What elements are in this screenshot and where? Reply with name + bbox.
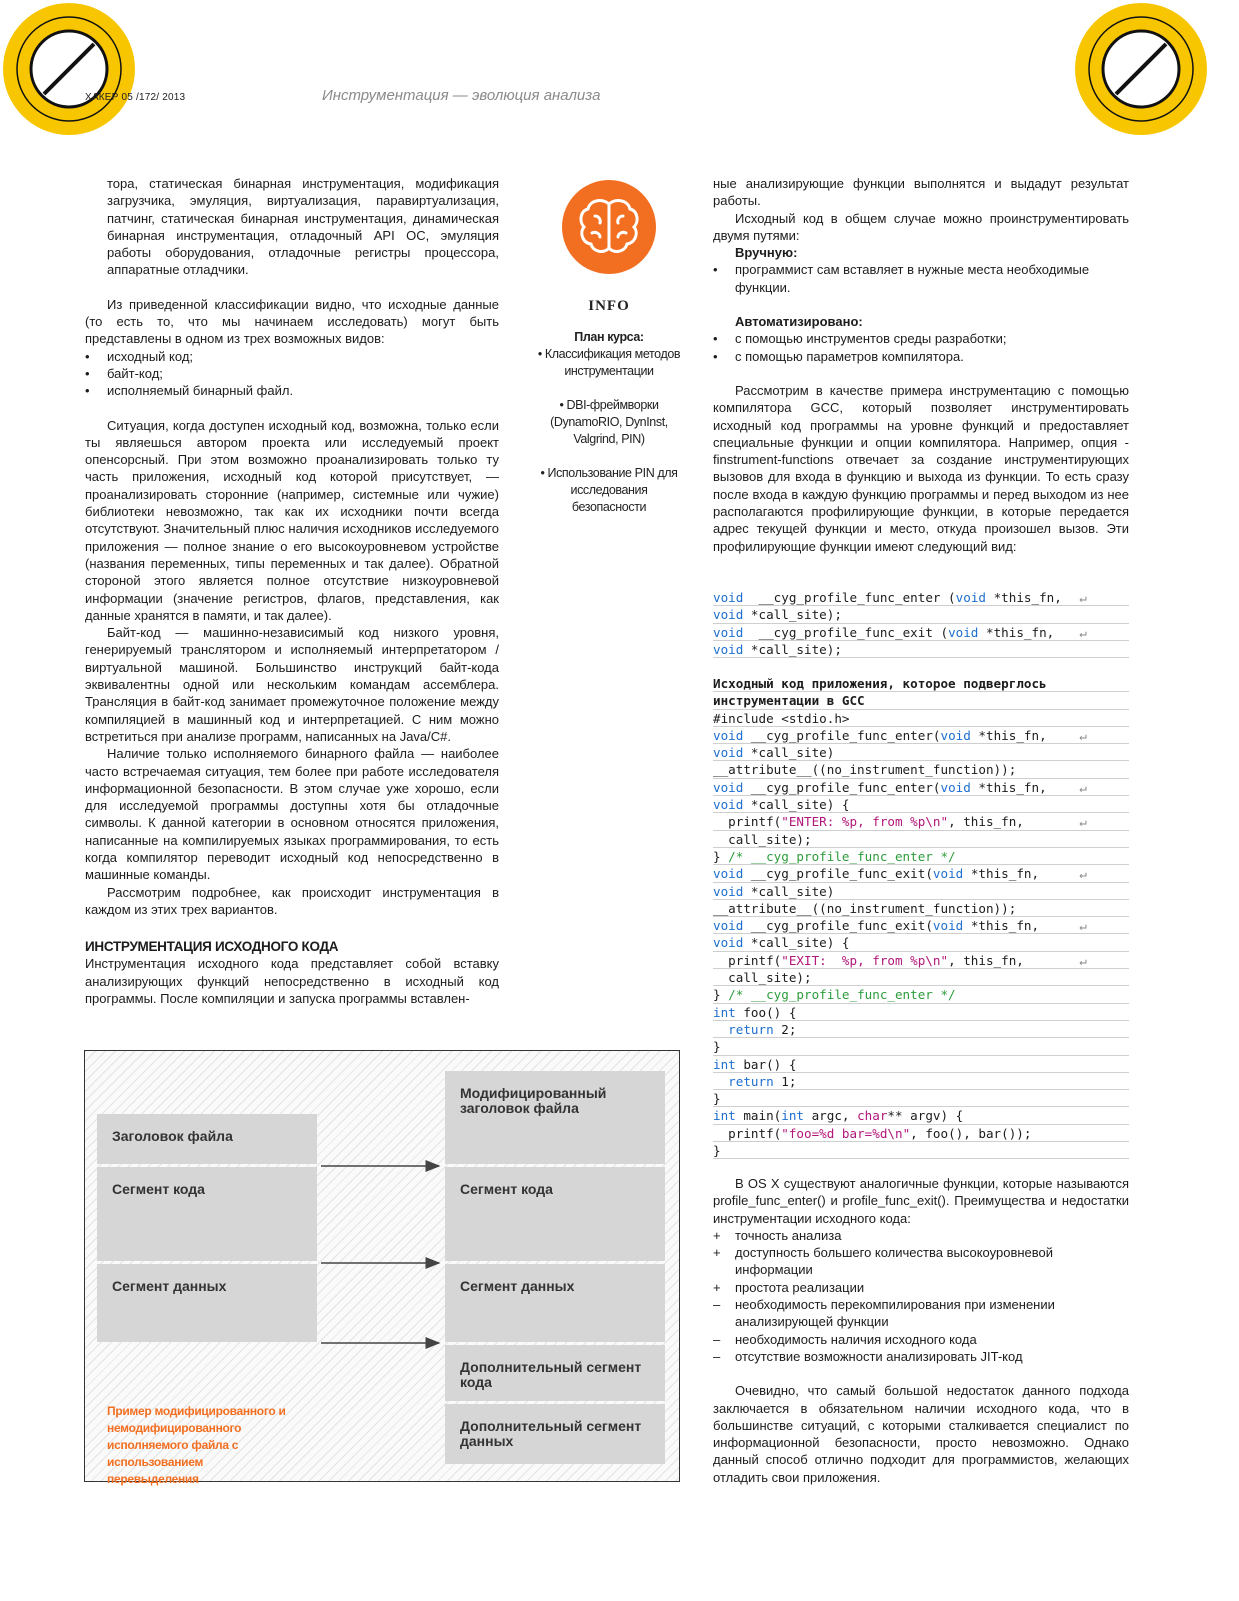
code-line: int main(int argc, char** argv) { [713,1107,1129,1124]
bullet-icon: • [713,331,718,347]
code-caption: инструментации в GCC [713,692,1129,709]
code-line: void __cyg_profile_func_exit(void *this_fn, ↵ [713,865,1129,882]
paragraph: В OS X существуют аналогичные функции, которые называются profile_func_enter() и profile_func_exit(). Преимущества и недостатки инструментации исходного кода: [713,1176,1129,1226]
code-line: void *call_site); [713,641,1129,658]
right-block-extra-data: Дополнительный сегмент данных [445,1404,665,1464]
code-line: #include <stdio.h> [713,710,1129,727]
code-line: printf("ENTER: %p, from %p\n", this_fn, ↵ [713,813,1129,830]
paragraph: Наличие только исполняемого бинарного файла — наиболее часто встречаемая ситуация, тем более при работе исследователя информационной безопасности. В этом случае уже хорошо, если для исследуемой программы доступны хотя бы отладочные символы. К данной категории в основном относятся приложения, написанные на компилируемых языках программирования, то есть когда компилятор переводит исходный код непосредственно в машинные команды. [85,746,499,883]
list-item: + доступность большего количества высокоуровневой информации [713,1245,1054,1278]
info-sidebar [536,180,682,533]
line-continuation-icon: ↵ [1079,866,1087,882]
right-column-bottom [713,1175,1129,1486]
bullet-icon: • [85,383,90,399]
pros-cons-list [713,1227,1129,1365]
info-item: • Классификация методов инструментации [537,347,681,378]
paragraph: Рассмотрим в качестве примера инструментацию с помощью компилятора GCC, который позволяет инструментировать исходный код программы на уровне функций и предоставляет специальные функции и опции компилятора. Например, опция -finstrument-functions отвечает за создание инструментирующих вызовов для входа в функцию и выхода из функции. То есть сразу после входа в каждую функцию программы и перед выходом из нее располагаются профилирующие функции, в которые передается адрес текущей функции и место, откуда произошел вызов. Эти профилирующие функции имеют следующий вид: [713,382,1129,554]
list-item: • с помощью инструментов среды разработки; [713,331,1007,347]
paragraph: Исходный код в общем случае можно проинструментировать двумя путями: [713,210,1129,243]
executable-layout-diagram [84,1050,680,1486]
info-plan-heading: План курса: [574,330,644,344]
list-item: – необходимость перекомпилирования при изменении анализирующей функции [713,1297,1055,1330]
line-continuation-icon: ↵ [1079,624,1087,640]
stamp-badge-icon [1072,0,1210,138]
list-item: + точность анализа [713,1227,842,1243]
list-item: + простота реализации [713,1279,865,1295]
code-block-gcc-example [713,675,1129,1159]
left-column [85,175,499,1007]
diagram-caption: Пример модифицированного и немодифицированного исполняемого файла с использованием перевыделения [107,1404,286,1486]
pdf-xchange-stamp-right[interactable] [1072,0,1210,138]
paragraph: ные анализирующие функции выполнятся и выдадут результат работы. [713,176,1129,209]
right-block-code: Сегмент кода [445,1167,665,1261]
right-block-header: Модифицированный заголовок файла [445,1071,665,1164]
line-continuation-icon: ↵ [1079,779,1087,795]
source-forms-list [85,348,499,400]
info-title: INFO [588,298,630,314]
line-continuation-icon: ↵ [1079,590,1087,605]
plus-icon: + [713,1279,721,1295]
code-line: void *call_site) { [713,796,1129,813]
right-block-extra-code: Дополнительный сегмент кода [445,1345,665,1401]
left-block-code: Сегмент кода [97,1167,317,1261]
left-block-header: Заголовок файла [97,1114,317,1164]
list-item: • исходный код; [85,348,194,364]
list-item: – отсутствие возможности анализировать JIT-код [713,1348,1023,1364]
info-text [536,329,682,516]
paragraph: Рассмотрим подробнее, как происходит инструментация в каждом из этих трех вариантов. [85,884,499,917]
code-line: void *call_site) [713,744,1129,761]
section-heading: ИНСТРУМЕНТАЦИЯ ИСХОДНОГО КОДА [85,939,339,955]
code-line: void __cyg_profile_func_enter (void *this_fn, ↵ [713,589,1129,606]
page-running-title: Инструментация — эволюция анализа [322,87,601,104]
manual-label: Вручную: [735,245,798,261]
code-line: return 2; [713,1021,1129,1038]
list-item: • программист сам вставляет в нужные места необходимые функции. [713,262,1090,295]
bullet-icon: • [85,365,90,381]
auto-label: Автоматизировано: [735,314,863,330]
code-line: } [713,1038,1129,1055]
paragraph: Из приведенной классификации видно, что исходные данные (то есть то, что мы начинаем исследовать) могут быть представлены в одном из трех возможных видов: [85,296,499,347]
issue-label: ХАКЕР 05 /172/ 2013 [85,92,186,103]
minus-icon: – [713,1331,721,1347]
code-caption: Исходный код приложения, которое подверглось [713,675,1129,692]
code-line: int foo() { [713,1004,1129,1021]
line-continuation-icon: ↵ [1079,918,1087,934]
code-line: printf("EXIT: %p, from %p\n", this_fn, ↵ [713,952,1129,969]
paragraph: Ситуация, когда доступен исходный код, возможна, только если ты являешься автором проекта или исследуемый проект опенсорсный. При этом возможно проанализировать только ту часть приложения, исходный код которой присутствует, — проанализировать сторонние (например, системные или чужие) библиотеки невозможно, так как их исходники почти всегда отсутствуют. Значительный плюс наличия исходников исследуемого приложения — полное знание о его высокоуровневом устройстве (названия переменных, типы переменных и так далее). Обратной стороной этого является полное отсутствие низкоуровневой информации (значение регистров, флагов, представления, как данные хранятся в памяти, и так далее). [85,417,499,623]
code-block-profile-functions [713,589,1129,658]
paragraph: Инструментация исходного кода представляет собой вставку анализирующих функций непосредственно в исходный код программы. После компиляции и запуска программы вставлен- [85,956,499,1007]
left-block-data: Сегмент данных [97,1264,317,1342]
code-line: void __cyg_profile_func_exit (void *this_fn, ↵ [713,624,1129,641]
stamp-badge-icon [0,0,138,138]
code-line: void __cyg_profile_func_enter(void *this_fn, ↵ [713,779,1129,796]
code-line: __attribute__((no_instrument_function)); [713,761,1129,778]
list-item: • исполняемый бинарный файл. [85,383,294,399]
code-line: call_site); [713,831,1129,848]
info-item: • Использование PIN для исследования безопасности [540,466,678,514]
code-line: void __cyg_profile_func_enter(void *this_fn, ↵ [713,727,1129,744]
auto-list [713,330,1129,365]
code-line: void *call_site) [713,883,1129,900]
brain-icon [562,180,656,274]
code-line: void *call_site); [713,606,1129,623]
bullet-icon: • [85,348,90,364]
code-line: printf("foo=%d bar=%d\n", foo(), bar()); [713,1125,1129,1142]
right-block-data: Сегмент данных [445,1264,665,1342]
right-column-top [713,175,1129,555]
line-continuation-icon: ↵ [1079,952,1087,968]
code-line: call_site); [713,969,1129,986]
paragraph: Байт-код — машинно-независимый код низкого уровня, генерируемый транслятором и исполняемый интерпретатором / виртуальной машиной. Большинство инструкций байт-кода эквивалентны одной или нескольким командам ассемблера. Трансляция в байт-код занимает промежуточное положение между компиляцией в машинный код и интерпретацией. С ним можно встретиться при анализе программ, написанных на Java/C#. [85,625,499,744]
code-line: } [713,1090,1129,1107]
code-line: void *call_site) { [713,934,1129,951]
line-continuation-icon: ↵ [1079,814,1087,830]
list-item: – необходимость наличия исходного кода [713,1331,977,1347]
manual-list [713,261,1129,296]
list-item: • байт-код; [85,365,163,381]
code-line: void __cyg_profile_func_exit(void *this_fn, ↵ [713,917,1129,934]
bullet-icon: • [713,262,718,278]
pdf-xchange-stamp-left[interactable] [0,0,138,138]
code-line: return 1; [713,1073,1129,1090]
plus-icon: + [713,1245,721,1261]
info-item: • DBI-фреймворки (DynamoRIO, DynInst, Valgrind, PIN) [550,398,668,446]
code-line: } [713,1142,1129,1159]
code-line: } /* __cyg_profile_func_enter */ [713,848,1129,865]
line-continuation-icon: ↵ [1079,727,1087,743]
code-line: __attribute__((no_instrument_function)); [713,900,1129,917]
minus-icon: – [713,1297,721,1313]
paragraph: тора, статическая бинарная инструментация, модификация загрузчика, эмуляция, виртуализация, паравиртуализация, патчинг, статическая бинарная инструментация, динамическая бинарная инструментация, отладочный API ОС, эмуляция работы оборудования, отладочные регистры процессора, аппаратные отладчики. [107,176,499,278]
minus-icon: – [713,1348,721,1364]
plus-icon: + [713,1227,721,1243]
list-item: • с помощью параметров компилятора. [713,348,964,364]
bullet-icon: • [713,348,718,364]
paragraph: Очевидно, что самый большой недостаток данного подхода заключается в обязательном наличии исходного кода, что в большинстве ситуаций, с которыми сталкивается специалист по информационной безопасности, просто невозможно. Однако данный способ отлично подходит для программистов, желающих отладить свои приложения. [713,1383,1129,1485]
code-line: } /* __cyg_profile_func_enter */ [713,986,1129,1003]
code-line: int bar() { [713,1056,1129,1073]
